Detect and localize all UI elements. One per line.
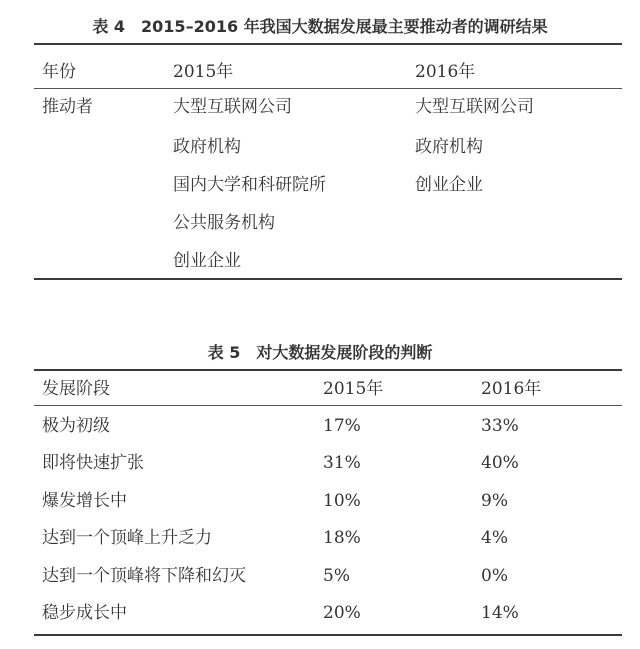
- table5-2016-cell: 0%: [481, 566, 508, 586]
- table4-2016-item: 创业企业: [415, 175, 483, 195]
- table4-top-rule: [34, 43, 622, 45]
- table5-2016-cell: 4%: [481, 528, 508, 548]
- table5-2015-cell: 17%: [323, 416, 361, 436]
- table4-bottom-rule: [34, 278, 622, 280]
- table5-2015-cell: 5%: [323, 566, 350, 586]
- table4-header-2015: 2015年: [173, 62, 234, 82]
- table4-header-year: 年份: [42, 62, 76, 82]
- table4-2015-item: 大型互联网公司: [173, 97, 292, 117]
- table5-2016-cell: 40%: [481, 453, 519, 473]
- table5-stage-cell: 稳步成长中: [42, 603, 127, 623]
- table5-stage-cell: 爆发增长中: [42, 491, 127, 511]
- table5-stage-cell: 极为初级: [42, 416, 110, 436]
- table5-2016-cell: 9%: [481, 491, 508, 511]
- table5-header-2016: 2016年: [481, 379, 542, 399]
- table4-header-rule: [34, 88, 622, 89]
- table4-header-2016: 2016年: [415, 62, 476, 82]
- table5-2015-cell: 20%: [323, 603, 361, 623]
- table4-2015-item: 创业企业: [173, 251, 241, 271]
- table4-2016-item: 大型互联网公司: [415, 97, 534, 117]
- table5-2015-cell: 31%: [323, 453, 361, 473]
- table5-2015-cell: 18%: [323, 528, 361, 548]
- table5-header-2015: 2015年: [323, 379, 384, 399]
- table5-stage-cell: 达到一个顶峰将下降和幻灭: [42, 566, 246, 586]
- table4-2015-item: 国内大学和科研院所: [173, 175, 326, 195]
- table5-2015-cell: 10%: [323, 491, 361, 511]
- table5-title: 表 5 对大数据发展阶段的判断: [207, 343, 433, 362]
- table5-header-rule: [34, 405, 622, 406]
- table4-2016-item: 政府机构: [415, 137, 483, 157]
- table4-title: 表 4 2015–2016 年我国大数据发展最主要推动者的调研结果: [92, 17, 548, 36]
- table5-2016-cell: 14%: [481, 603, 519, 623]
- table5-bottom-rule: [34, 634, 622, 636]
- table5-2016-cell: 33%: [481, 416, 519, 436]
- table5-stage-cell: 即将快速扩张: [42, 453, 144, 473]
- table5-stage-cell: 达到一个顶峰上升乏力: [42, 528, 212, 548]
- table5-top-rule: [34, 369, 622, 371]
- table4-2015-item: 公共服务机构: [173, 213, 275, 233]
- table4-row-label: 推动者: [42, 97, 93, 117]
- table5-header-stage: 发展阶段: [42, 379, 110, 399]
- table4-2015-item: 政府机构: [173, 137, 241, 157]
